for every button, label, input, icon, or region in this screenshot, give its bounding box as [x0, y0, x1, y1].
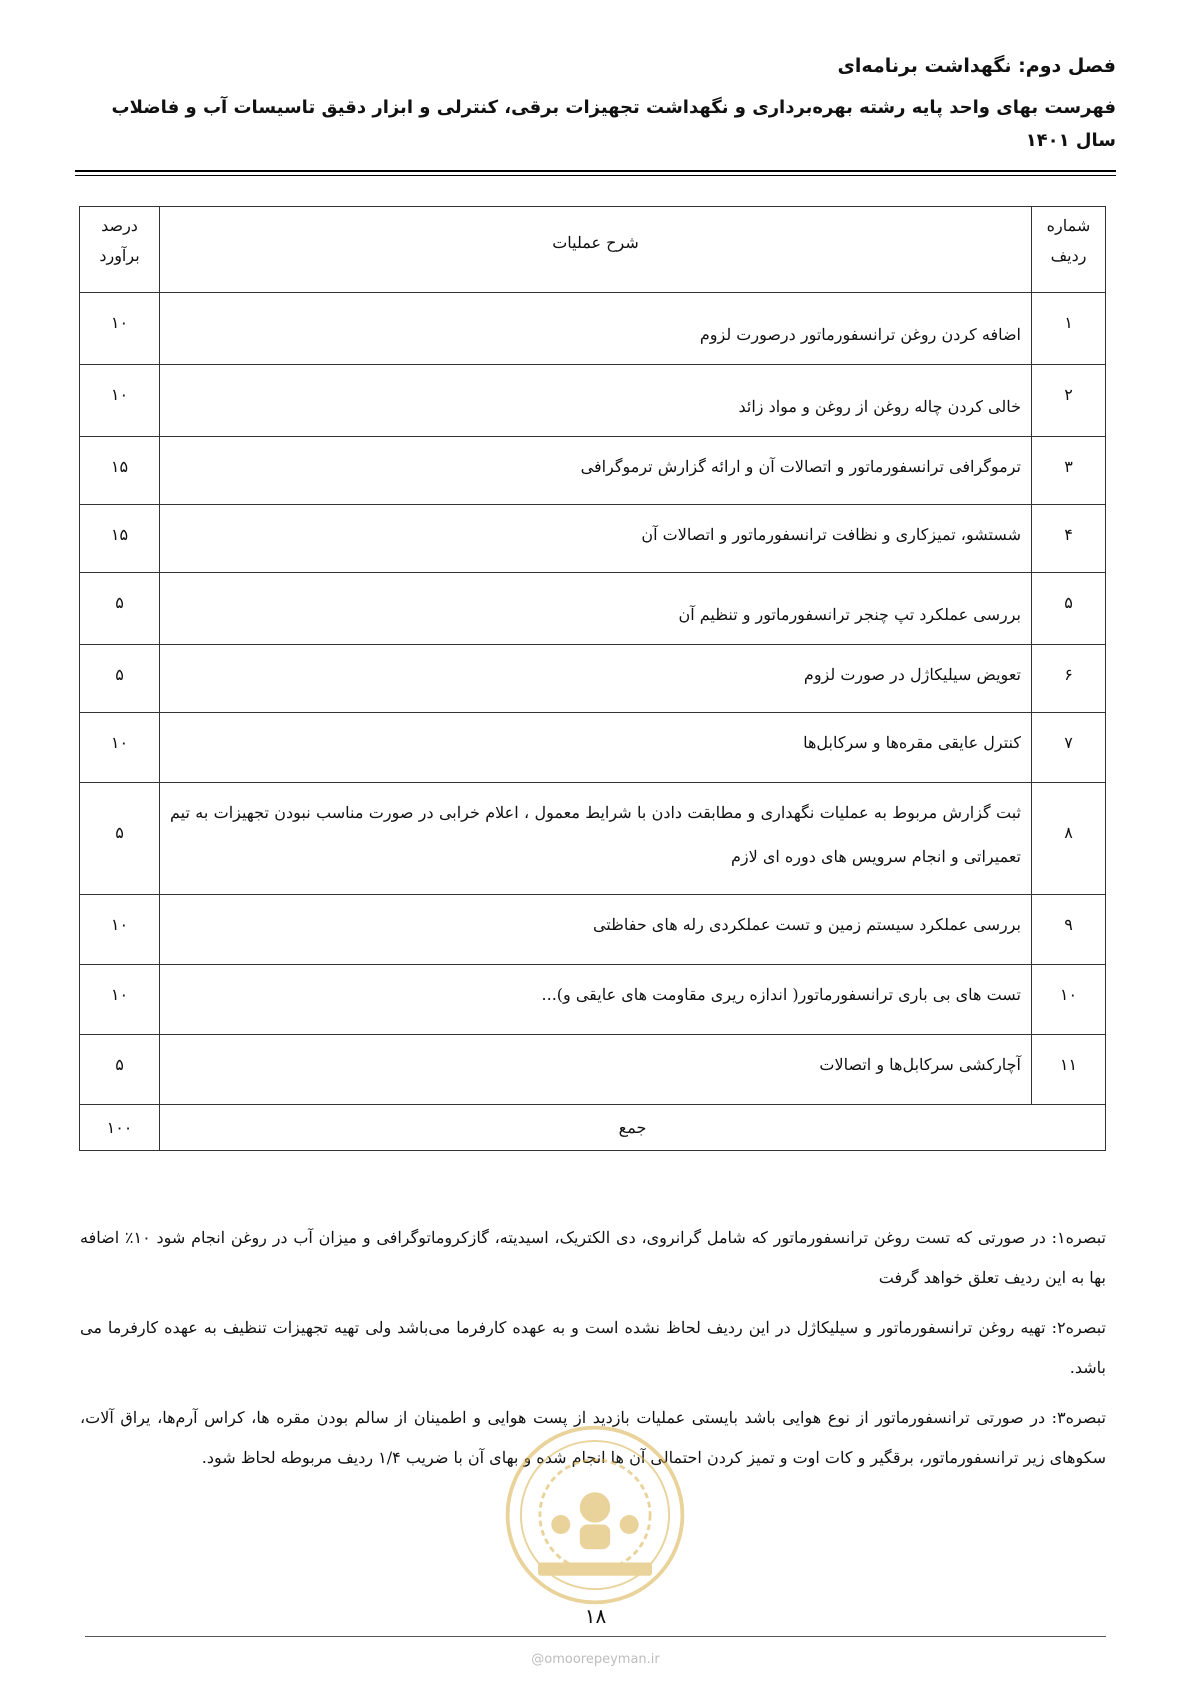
table-row [80, 783, 1106, 895]
row-number: ۵ [1032, 573, 1106, 645]
total-value: ۱۰۰ [80, 1105, 160, 1151]
row-description: ترموگرافی ترانسفورماتور و اتصالات آن و ارائه گزارش ترموگرافی [160, 437, 1032, 505]
note-1: تبصره۱: در صورتی که تست روغن ترانسفورماتور که شامل گرانروی، دی الکتریک، اسیدیته، گازکروماتوگرافی و میزان آب در روغن انجام شود ۱۰٪ اضافه بها به این ردیف تعلق خواهد گرفت [80, 1228, 1107, 1287]
header-row-number: شماره ردیف [1032, 207, 1106, 293]
row-percent: ۱۰ [80, 895, 160, 965]
note-2: تبصره۲: تهیه روغن ترانسفورماتور و سیلیکاژل در این ردیف لحاظ نشده است و به عهده کارفرما می‌باشد ولی تهیه تجهیزات تنظیف به عهده کارفرما می باشد. [80, 1318, 1106, 1377]
table-header-row [80, 207, 1106, 293]
row-percent: ۱۰ [80, 713, 160, 783]
row-description: کنترل عایقی مقره‌ها و سرکابل‌ها [160, 713, 1032, 783]
row-description: تست های بی باری ترانسفورماتور( اندازه ریری مقاومت های عایقی و)... [160, 965, 1032, 1035]
table-row [80, 713, 1106, 783]
table-row [80, 437, 1106, 505]
row-description: آچارکشی سرکابل‌ها و اتصالات [160, 1035, 1032, 1105]
row-number: ۶ [1032, 645, 1106, 713]
row-number: ۴ [1032, 505, 1106, 573]
price-list-title: فهرست بهای واحد پایه رشته بهره‌برداری و نگهداشت تجهیزات برقی، کنترلی و ابزار دقیق تاسیسات آب و فاضلاب سال ۱۴۰۱ [111, 97, 1116, 151]
chapter-title: فصل دوم: نگهداشت برنامه‌ای [837, 55, 1116, 77]
row-description: تعویض سیلیکاژل در صورت لزوم [160, 645, 1032, 713]
watermark-url: @omoorepeyman.ir [531, 1652, 660, 1667]
row-percent: ۱۰ [80, 365, 160, 437]
table-row [80, 1035, 1106, 1105]
row-percent: ۱۰ [80, 293, 160, 365]
table-row [80, 573, 1106, 645]
row-percent: ۵ [80, 1035, 160, 1105]
table-total-row [80, 1105, 1106, 1151]
header-description: شرح عملیات [160, 207, 1032, 293]
header-percent: درصد برآورد [80, 207, 160, 293]
row-description: بررسی عملکرد سیستم زمین و تست عملکردی رله های حفاظتی [160, 895, 1032, 965]
header-double-rule [75, 170, 1116, 176]
row-number: ۲ [1032, 365, 1106, 437]
row-number: ۸ [1032, 783, 1106, 895]
seal-logo-icon [500, 1420, 690, 1610]
row-percent: ۵ [80, 783, 160, 895]
row-description: شستشو، تمیزکاری و نظافت ترانسفورماتور و اتصالات آن [160, 505, 1032, 573]
row-number: ۷ [1032, 713, 1106, 783]
row-number: ۱ [1032, 293, 1106, 365]
row-description: ثبت گزارش مربوط به عملیات نگهداری و مطابقت دادن با شرایط معمول ، اعلام خرابی در صورت مناسب نبودن تجهیزات به تیم تعمیراتی و انجام سرویس های دوره ای لازم [160, 783, 1032, 895]
row-number: ۱۱ [1032, 1035, 1106, 1105]
row-description: بررسی عملکرد تپ چنجر ترانسفورماتور و تنظیم آن [160, 573, 1032, 645]
note-3: تبصره۳: در صورتی ترانسفورماتور از نوع هوایی باشد بایستی عملیات بازدید از پست هوایی و اطمینان از سالم بودن مقره ها، کراس آرم‌ها، یراق آلات، سکوهای زیر ترانسفورماتور، برقگیر و کات اوت و تمیز کردن احتمالی آن ها انجام شده و بهای آن با ضریب ۱/۴ ردیف مربوطه لحاظ شود. [80, 1408, 1106, 1467]
footer-rule [85, 1636, 1106, 1637]
table-row [80, 895, 1106, 965]
page-header [75, 55, 1116, 157]
row-description: اضافه کردن روغن ترانسفورماتور درصورت لزوم [160, 293, 1032, 365]
row-percent: ۱۰ [80, 965, 160, 1035]
row-percent: ۱۵ [80, 437, 160, 505]
table-row [80, 293, 1106, 365]
row-number: ۳ [1032, 437, 1106, 505]
table-row [80, 965, 1106, 1035]
row-percent: ۵ [80, 645, 160, 713]
row-description: خالی کردن چاله روغن از روغن و مواد زائد [160, 365, 1032, 437]
row-number: ۹ [1032, 895, 1106, 965]
operations-table [79, 206, 1106, 1151]
table-row [80, 365, 1106, 437]
row-percent: ۱۵ [80, 505, 160, 573]
row-number: ۱۰ [1032, 965, 1106, 1035]
table-row [80, 645, 1106, 713]
total-label: جمع [160, 1105, 1106, 1151]
table-row [80, 505, 1106, 573]
row-percent: ۵ [80, 573, 160, 645]
page-number: ۱۸ [584, 1604, 607, 1628]
